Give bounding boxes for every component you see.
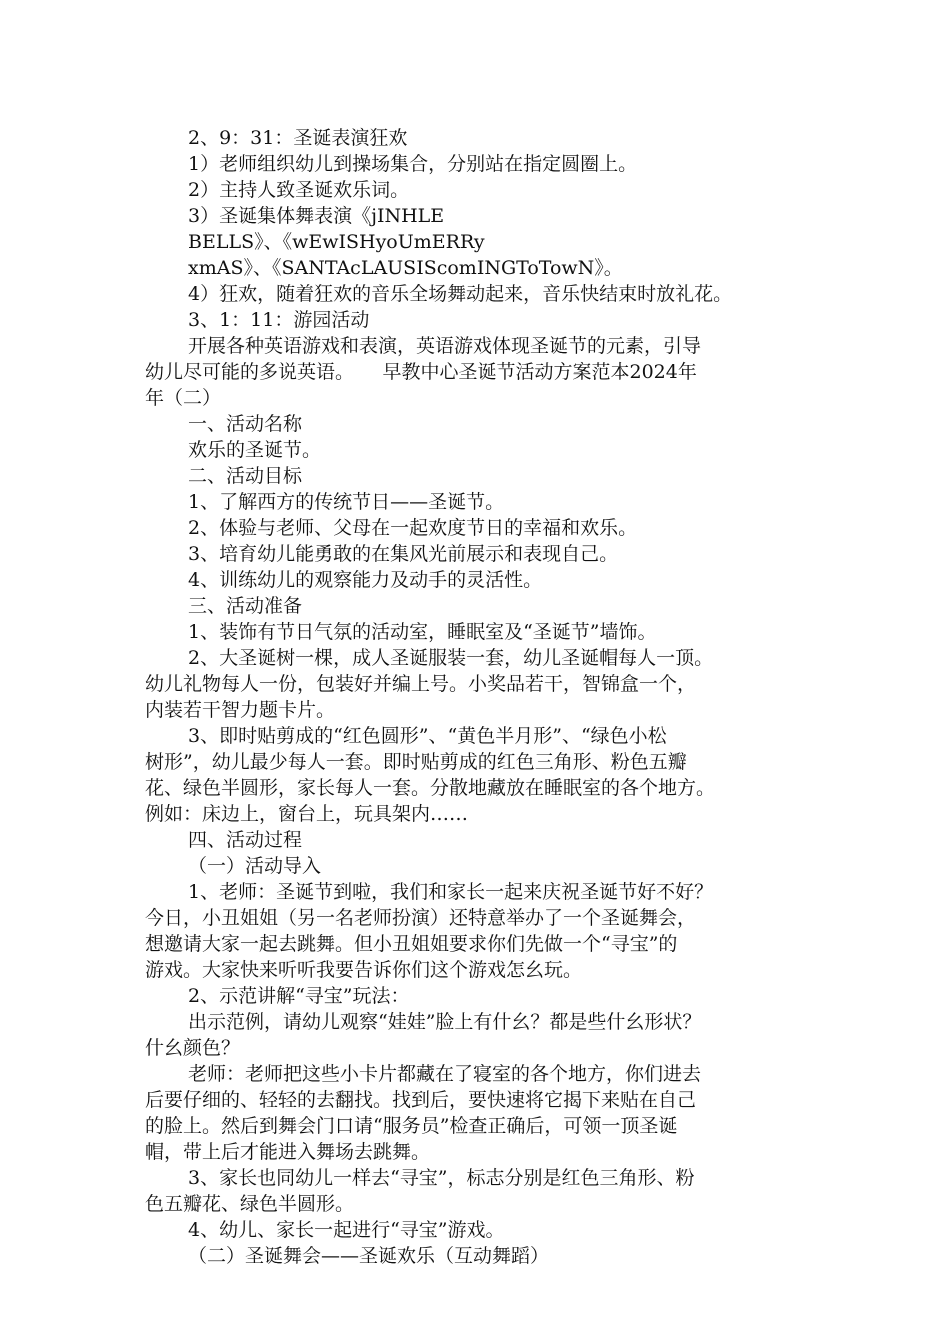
text-line: 今日，小丑姐姐（另一名老师扮演）还特意举办了一个圣诞舞会， bbox=[145, 907, 697, 929]
text-line: BELLS》、《wEwISHyoUmERRy bbox=[188, 231, 485, 253]
text-line: 2、9：31：圣诞表演狂欢 bbox=[188, 127, 408, 149]
text-line: 4）狂欢，随着狂欢的音乐全场舞动起来，音乐快结束时放礼花。 bbox=[188, 283, 733, 305]
text-line: 帽，带上后才能进入舞场去跳舞。 bbox=[145, 1141, 431, 1163]
text-line: 老师：老师把这些小卡片都藏在了寝室的各个地方，你们进去 bbox=[188, 1063, 702, 1085]
text-line: 游戏。大家快来听听我要告诉你们这个游戏怎幺玩。 bbox=[145, 959, 583, 981]
heading-activity-prep: 三、活动准备 bbox=[188, 595, 303, 617]
text-line: 幼儿礼物每人一份，包装好并编上号。小奖品若干，智锦盒一个， bbox=[145, 673, 697, 695]
text-line: 2）主持人致圣诞欢乐词。 bbox=[188, 179, 410, 201]
heading-activity-process: 四、活动过程 bbox=[188, 829, 303, 851]
text-line: 4、幼儿、家长一起进行“寻宝”游戏。 bbox=[188, 1219, 505, 1241]
text-line: 2、大圣诞树一棵，成人圣诞服装一套，幼儿圣诞帽每人一顶。 bbox=[188, 647, 714, 669]
text-line: 3、家长也同幼儿一样去“寻宝”，标志分别是红色三角形、粉 bbox=[188, 1167, 695, 1189]
text-line: 的脸上。然后到舞会门口请“服务员”检查正确后，可领一顶圣诞 bbox=[145, 1115, 678, 1137]
text-line: 例如：床边上，窗台上，玩具架内…… bbox=[145, 803, 469, 825]
text-line: 树形”，幼儿最少每人一套。即时贴剪成的红色三角形、粉色五瓣 bbox=[145, 751, 687, 773]
text-line: 3）圣诞集体舞表演《jINHLE bbox=[188, 205, 445, 227]
heading-activity-name: 一、活动名称 bbox=[188, 413, 303, 435]
text-line: 什幺颜色？ bbox=[145, 1037, 241, 1059]
text-line: 花、绿色半圆形，家长每人一套。分散地藏放在睡眠室的各个地方。 bbox=[145, 777, 716, 799]
text-line: 开展各种英语游戏和表演，英语游戏体现圣诞节的元素，引导 bbox=[188, 335, 702, 357]
subheading-dance: （二）圣诞舞会——圣诞欢乐（互动舞蹈） bbox=[188, 1245, 550, 1267]
text-line: 年（二） bbox=[145, 387, 222, 409]
text-line: 1）老师组织幼儿到操场集合，分别站在指定圆圈上。 bbox=[188, 153, 638, 175]
text-line: 3、即时贴剪成的“红色圆形”、“黄色半月形”、“绿色小松 bbox=[188, 725, 667, 747]
text-line: 1、老师：圣诞节到啦，我们和家长一起来庆祝圣诞节好不好？ bbox=[188, 881, 714, 903]
text-line: 后要仔细的、轻轻的去翻找。找到后，要快速将它揭下来贴在自己 bbox=[145, 1089, 697, 1111]
text-line: 幼儿尽可能的多说英语。 早教中心圣诞节活动方案范本2024年 bbox=[145, 361, 697, 383]
text-line: 色五瓣花、绿色半圆形。 bbox=[145, 1193, 355, 1215]
subheading-intro: （一）活动导入 bbox=[188, 855, 322, 877]
text-line: 想邀请大家一起去跳舞。但小丑姐姐要求你们先做一个“寻宝”的 bbox=[145, 933, 678, 955]
heading-activity-goals: 二、活动目标 bbox=[188, 465, 303, 487]
text-line: 1、了解西方的传统节日——圣诞节。 bbox=[188, 491, 505, 513]
text-line: 1、装饰有节日气氛的活动室，睡眠室及“圣诞节”墙饰。 bbox=[188, 621, 657, 643]
text-line: xmAS》、《SANTAcLAUSIScomINGToTowN》。 bbox=[188, 257, 623, 279]
text-line: 3、培育幼儿能勇敢的在集风光前展示和表现自己。 bbox=[188, 543, 619, 565]
text-line: 内装若干智力题卡片。 bbox=[145, 699, 336, 721]
text-line: 3、1：11：游园活动 bbox=[188, 309, 370, 331]
text-line: 2、示范讲解“寻宝”玩法： bbox=[188, 985, 410, 1007]
text-line: 2、体验与老师、父母在一起欢度节日的幸福和欢乐。 bbox=[188, 517, 638, 539]
text-line: 欢乐的圣诞节。 bbox=[188, 439, 322, 461]
text-line: 出示范例，请幼儿观察“娃娃”脸上有什幺？都是些什幺形状？ bbox=[188, 1011, 702, 1033]
text-line: 4、训练幼儿的观察能力及动手的灵活性。 bbox=[188, 569, 543, 591]
